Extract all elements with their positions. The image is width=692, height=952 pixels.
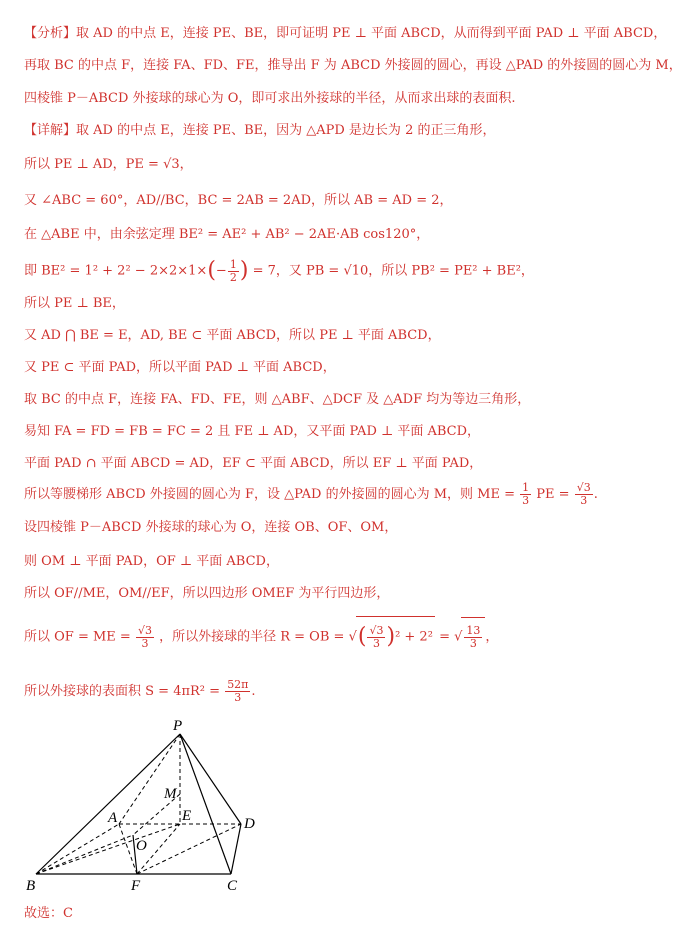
eq-r-plus: ² + 2² — [395, 629, 433, 645]
detail-line-8: 取 BC 的中点 F，连接 FA、FD、FE，则 △ABF、△DCF 及 △ADF 均为等边三角形， — [24, 392, 531, 407]
fraction-52pi-over-3 — [225, 679, 250, 704]
detail-line-13: 所以 OF//ME，OM//EF，所以四边形 OMEF 为平行四边形， — [24, 586, 390, 601]
paren-right: ) — [386, 624, 396, 649]
fraction-root3-over-3 — [575, 482, 593, 507]
edge-pc — [180, 734, 231, 874]
eq-s-end: . — [251, 684, 256, 699]
label-e: E — [182, 808, 192, 824]
label-c: C — [227, 878, 238, 894]
frac-den: 2 — [229, 270, 237, 284]
label-o: O — [136, 838, 147, 854]
fraction-one-half — [228, 259, 239, 284]
eq-me-end: . — [593, 487, 598, 502]
eq-r-lead: 所以 OF = ME = — [24, 629, 131, 645]
detail-line-7: 又 PE ⊂ 平面 PAD，所以平面 PAD ⊥ 平面 ABCD， — [24, 360, 336, 375]
label-p: P — [173, 718, 183, 734]
paren-left: ( — [357, 624, 367, 649]
analysis-line-3: 四棱锥 P－ABCD 外接球的球心为 O，即可求出外接球的半径，从而求出球的表面积. — [24, 91, 516, 106]
label-a: A — [108, 810, 118, 826]
edge-ab — [36, 824, 119, 874]
frac-num: 1 — [522, 481, 530, 494]
detail-line-surface-area — [24, 674, 256, 710]
radicand — [356, 616, 435, 658]
detail-line-5: 所以 PE ⊥ BE， — [24, 296, 125, 311]
frac-den: 3 — [372, 636, 380, 650]
frac-num: 13 — [466, 623, 481, 637]
detail-line-10: 平面 PAD ∩ 平面 ABCD = AD，EF ⊂ 平面 ABCD，所以 EF ⊥ 平面 PAD， — [24, 456, 483, 471]
eq-r-equals: = — [439, 629, 450, 645]
edge-be — [36, 824, 180, 874]
detail-line-radius-equation — [24, 616, 498, 658]
frac-num: 52π — [227, 678, 249, 691]
eq-r-end: ， — [485, 629, 499, 645]
label-m: M — [164, 786, 177, 802]
detail-line-6: 又 AD ⋂ BE = E，AD, BE ⊂ 平面 ABCD，所以 PE ⊥ 平面 ABCD， — [24, 328, 441, 343]
eq-r-mid: ，所以外接球的半径 R = OB = — [159, 629, 345, 645]
detail-line-9: 易知 FA = FD = FB = FC = 2 且 FE ⊥ AD，又平面 PAD ⊥ 平面 ABCD， — [24, 424, 481, 439]
label-d: D — [244, 816, 255, 832]
eq-be-lead: 即 BE² = 1² + 2² − 2×2×1× — [24, 263, 208, 279]
edge-pa — [119, 734, 180, 824]
detail-line-11: 设四棱锥 P－ABCD 外接球的球心为 O，连接 OB、OF、OM， — [24, 520, 398, 535]
paren-left: ( — [207, 258, 216, 283]
edge-cd — [231, 824, 241, 874]
analysis-line-1: 【分析】取 AD 的中点 E，连接 PE、BE，即可证明 PE ⊥ 平面 ABCD，从而得到平面 PAD ⊥ 平面 ABCD， — [24, 26, 667, 41]
detail-line-me-equation — [24, 480, 598, 510]
edge-pb — [36, 734, 180, 874]
analysis-line-2: 再取 BC 的中点 F，连接 FA、FD、FE，推导出 F 为 ABCD 外接圆的圆心，再设 △PAD 的外接圆的圆心为 M， — [24, 58, 682, 73]
fraction-one-third — [520, 482, 531, 507]
frac-num: √3 — [369, 623, 384, 637]
paren-right: ) — [239, 258, 249, 283]
frac-num: √3 — [576, 481, 591, 494]
eq-be-neg: − — [215, 263, 227, 279]
detail-line-be-equation — [24, 256, 534, 287]
label-b: B — [26, 878, 36, 894]
fraction-root3-over-3 — [367, 625, 385, 650]
label-f: F — [131, 878, 141, 894]
sqrt-sign: √ — [454, 629, 463, 645]
detail-line-3: 又 ∠ABC = 60°，AD//BC，BC = 2AB = 2AD，所以 AB = AD = 2， — [24, 193, 453, 208]
fraction-root3-over-3 — [136, 625, 154, 650]
detail-line-2: 所以 PE ⊥ AD，PE = √3， — [24, 157, 193, 172]
sqrt-sign: √ — [348, 629, 357, 645]
eq-be-tail: = 7，又 PB = √10，所以 PB² = PE² + BE²， — [252, 263, 534, 279]
frac-den: 3 — [234, 691, 242, 704]
frac-den: 3 — [141, 636, 149, 650]
eq-me-lead: 所以等腰梯形 ABCD 外接圆的圆心为 F，设 △PAD 的外接圆的圆心为 M，则 ME = — [24, 487, 515, 502]
edge-fd — [137, 824, 241, 874]
answer-line: 故选：C — [24, 906, 73, 921]
frac-num: 1 — [229, 257, 237, 271]
radicand-13-over-3 — [461, 617, 485, 658]
frac-den: 3 — [522, 494, 530, 507]
edge-ob — [36, 835, 133, 874]
frac-den: 3 — [580, 494, 588, 507]
eq-s-lead: 所以外接球的表面积 S = 4πR² = — [24, 684, 221, 699]
detail-line-4: 在 △ABE 中，由余弦定理 BE² = AE² + AB² − 2AE·AB cos120°， — [24, 227, 430, 242]
frac-den: 3 — [469, 636, 477, 650]
detail-line-1: 【详解】取 AD 的中点 E，连接 PE、BE，因为 △APD 是边长为 2 的正三角形， — [24, 123, 496, 138]
frac-num: √3 — [137, 623, 152, 637]
fraction-13-over-3 — [464, 625, 482, 650]
detail-line-12: 则 OM ⊥ 平面 PAD，OF ⊥ 平面 ABCD， — [24, 554, 279, 569]
pyramid-figure — [18, 716, 278, 896]
eq-me-mid: PE = — [536, 487, 570, 502]
